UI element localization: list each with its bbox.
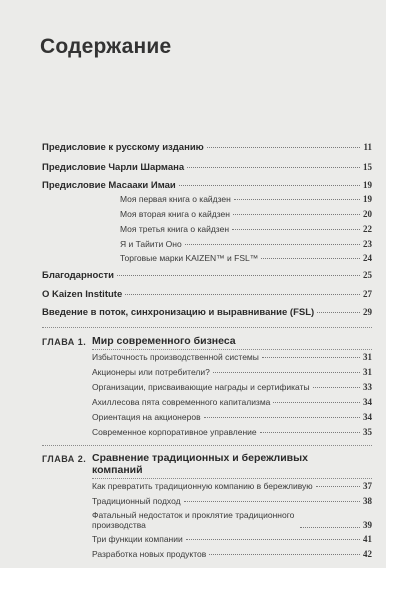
- dot-leader: [313, 387, 360, 388]
- chapter-entry-page: 39: [363, 520, 372, 530]
- chapter-title: Мир современного бизнеса: [92, 335, 236, 347]
- dot-leader: [184, 501, 360, 502]
- dot-leader: [300, 527, 360, 528]
- chapter-entry[interactable]: [92, 534, 372, 544]
- dot-leader: [317, 312, 360, 313]
- dot-leader: [207, 147, 361, 148]
- toc-entry-page: 25: [363, 270, 372, 280]
- page-title: Содержание: [40, 35, 172, 58]
- toc-subentry[interactable]: [120, 253, 372, 263]
- chapter-entry-page: 34: [363, 397, 372, 407]
- chapter-number: ГЛАВА 1.: [42, 337, 87, 347]
- toc-subentry[interactable]: [120, 224, 372, 234]
- toc-subentry-page: 23: [363, 239, 372, 249]
- toc-entry-label: Предисловие Масааки Имаи: [42, 180, 176, 191]
- chapter-entry[interactable]: [92, 549, 372, 559]
- chapter-entry-page: 35: [363, 427, 372, 437]
- toc-entry-page: 27: [363, 289, 372, 299]
- chapter-rule: [92, 478, 372, 479]
- chapter-entry[interactable]: [92, 412, 372, 422]
- toc-subentry-label: Я и Тайити Оно: [120, 239, 182, 249]
- chapter-entry[interactable]: [92, 382, 372, 392]
- dot-leader: [213, 372, 360, 373]
- dot-leader: [260, 432, 360, 433]
- chapter-entry[interactable]: [92, 496, 372, 506]
- toc-subentry-label: Торговые марки KAIZEN™ и FSL™: [120, 253, 259, 263]
- dot-leader: [186, 539, 360, 540]
- chapter-entry-label: Ахиллесова пята современного капитализма: [92, 397, 271, 407]
- toc-subentry-label: Моя вторая книга о кайдзен: [120, 209, 230, 219]
- toc-entry-page: 11: [363, 142, 372, 152]
- toc-entry[interactable]: [42, 180, 372, 191]
- chapter-entry[interactable]: [92, 397, 372, 407]
- dot-leader: [209, 554, 360, 555]
- toc-entry[interactable]: [42, 307, 372, 318]
- dot-leader: [232, 229, 360, 230]
- toc-subentry-label: Моя первая книга о кайдзен: [120, 194, 231, 204]
- chapter-entry-page: 42: [363, 549, 372, 559]
- dot-leader: [262, 357, 360, 358]
- toc-subentry-page: 22: [363, 224, 372, 234]
- chapter-entry-label: Современное корпоративное управление: [92, 427, 257, 437]
- chapter-entry-label: Ориентация на акционеров: [92, 412, 201, 422]
- chapter-entry-label: Три функции компании: [92, 534, 183, 544]
- toc-entry-label: О Kaizen Institute: [42, 289, 123, 300]
- toc-entry[interactable]: [42, 270, 372, 281]
- toc-entry-page: 19: [363, 180, 372, 190]
- toc-entry-label: Введение в поток, синхронизацию и выравнивание (FSL): [42, 307, 315, 318]
- toc-entry[interactable]: [42, 162, 372, 173]
- toc-entry[interactable]: [42, 142, 372, 153]
- dot-leader: [204, 417, 360, 418]
- toc-subentry[interactable]: [120, 209, 372, 219]
- chapter-entry[interactable]: [92, 427, 372, 437]
- toc-subentry[interactable]: [120, 194, 372, 204]
- dot-leader: [125, 294, 360, 295]
- toc-subentry-page: 19: [363, 194, 372, 204]
- chapter-entry-page: 41: [363, 534, 372, 544]
- chapter-entry-page: 37: [363, 481, 372, 491]
- dot-leader: [261, 258, 360, 259]
- chapter-entry[interactable]: [92, 510, 372, 530]
- chapter-number: ГЛАВА 2.: [42, 454, 87, 464]
- toc-subentry-page: 24: [363, 253, 372, 263]
- chapter-entry[interactable]: [92, 352, 372, 362]
- chapter-entry-label: Фатальный недостаток и проклятие традиционного производства: [92, 510, 295, 530]
- chapter-entry-page: 31: [363, 367, 372, 377]
- dot-leader: [117, 275, 360, 276]
- dot-leader: [187, 167, 360, 168]
- chapter-entry-label: Традиционный подход: [92, 496, 181, 506]
- dot-leader: [179, 185, 360, 186]
- chapter-entry-label: Избыточность производственной системы: [92, 352, 259, 362]
- toc-entry-label: Благодарности: [42, 270, 114, 281]
- chapter-entry-label: Акционеры или потребители?: [92, 367, 210, 377]
- chapter-entry-page: 34: [363, 412, 372, 422]
- chapter-entry-label: Как превратить традиционную компанию в бережливую: [92, 481, 313, 491]
- toc-entry-page: 15: [363, 162, 372, 172]
- dot-leader: [185, 244, 360, 245]
- dot-leader: [273, 402, 360, 403]
- chapter-title: Сравнение традиционных и бережливых компаний: [92, 452, 308, 476]
- chapter-entry-page: 31: [363, 352, 372, 362]
- section-divider: [42, 327, 372, 328]
- dot-leader: [316, 486, 360, 487]
- toc-subentry-page: 20: [363, 209, 372, 219]
- toc-entry[interactable]: [42, 289, 372, 300]
- section-divider: [42, 445, 372, 446]
- chapter-entry[interactable]: [92, 367, 372, 377]
- toc-entry-label: Предисловие к русскому изданию: [42, 142, 204, 153]
- chapter-entry[interactable]: [92, 481, 372, 491]
- chapter-entry-label: Организации, присваивающие награды и сертификаты: [92, 382, 310, 392]
- chapter-rule: [92, 349, 372, 350]
- toc-entry-label: Предисловие Чарли Шармана: [42, 162, 185, 173]
- toc-subentry[interactable]: [120, 239, 372, 249]
- toc-subentry-label: Моя третья книга о кайдзен: [120, 224, 230, 234]
- chapter-entry-page: 38: [363, 496, 372, 506]
- dot-leader: [233, 214, 360, 215]
- chapter-entry-label: Разработка новых продуктов: [92, 549, 207, 559]
- chapter-entry-page: 33: [363, 382, 372, 392]
- dot-leader: [234, 199, 360, 200]
- toc-entry-page: 29: [363, 307, 372, 317]
